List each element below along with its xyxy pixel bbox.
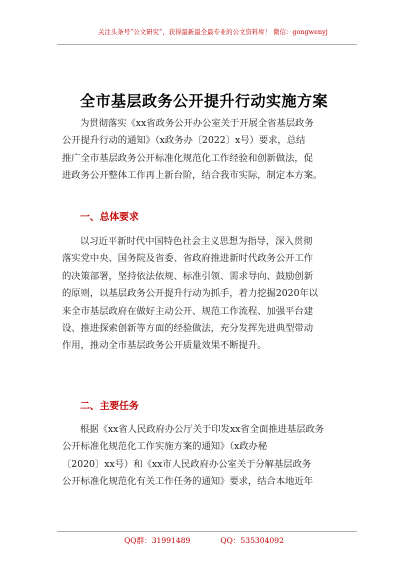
paragraph-line: 〔2020〕xx号）和《xx市人民政府办公室关于分解基层政务 [62,458,312,470]
paragraph-line: 设、推进探索创新等方面的经验做法，充分发挥先进典型带动 [62,323,314,335]
paragraph-line: 的决策部署，坚持依法依规、标准引领、需求导向、鼓励创新 [62,270,314,282]
paragraph-line: 进政务公开整体工作再上新台阶，结合我市实际，制定本方案。 [62,170,323,182]
footer-divider [57,531,357,532]
footer-qq-group: QQ群：31991489 [124,536,191,545]
paragraph-line: 根据《xx省人民政府办公厅关于印发xx省全面推进基层政务 [80,424,325,435]
paragraph-line: 为贯彻落实《xx省政务公开办公室关于开展全省基层政务 [80,118,314,129]
section2-paragraph [62,421,358,491]
section-heading-general-requirements: 一、总体要求 [80,212,139,223]
paragraph-line: 公开提升行动的通知》（x政务办〔2022〕x号）要求，总结 [62,135,306,147]
intro-paragraph [62,115,358,185]
paragraph-line: 公开标准化规范化有关工作任务的通知》要求，结合本地近年 [62,476,314,488]
paragraph-line: 作用，推动全市基层政务公开质量效果不断提升。 [62,340,267,352]
paragraph-line: 推广全市基层政务公开标准化规范化工作经验和创新做法，促 [62,152,314,164]
header-divider [57,44,357,45]
document-title: 全市基层政务公开提升行动实施方案 [79,92,328,110]
footer-contact [0,535,408,546]
header-banner: 关注头条号“公文研究”，获得最新最全最专业的公文资料库！ 微信：gongwenyj [98,29,328,36]
paragraph-line: 以习近平新时代中国特色社会主义思想为指导，深入贯彻 [80,236,313,247]
paragraph-line: 来全市基层政府在做好主动公开、规范工作流程、加强平台建 [62,305,314,317]
paragraph-line: 落实党中央、国务院及省委、省政府推进新时代政务公开工作 [62,253,314,265]
paragraph-line: 的原则，以基层政务公开提升行动为抓手，着力挖掘2020年以 [62,288,319,300]
paragraph-line: 公开标准化规范化工作实施方案的通知》（x政办秘 [62,441,268,453]
section1-paragraph [62,233,358,355]
footer-qq: QQ：535304092 [220,536,284,545]
section-heading-main-tasks: 二、主要任务 [80,401,139,412]
